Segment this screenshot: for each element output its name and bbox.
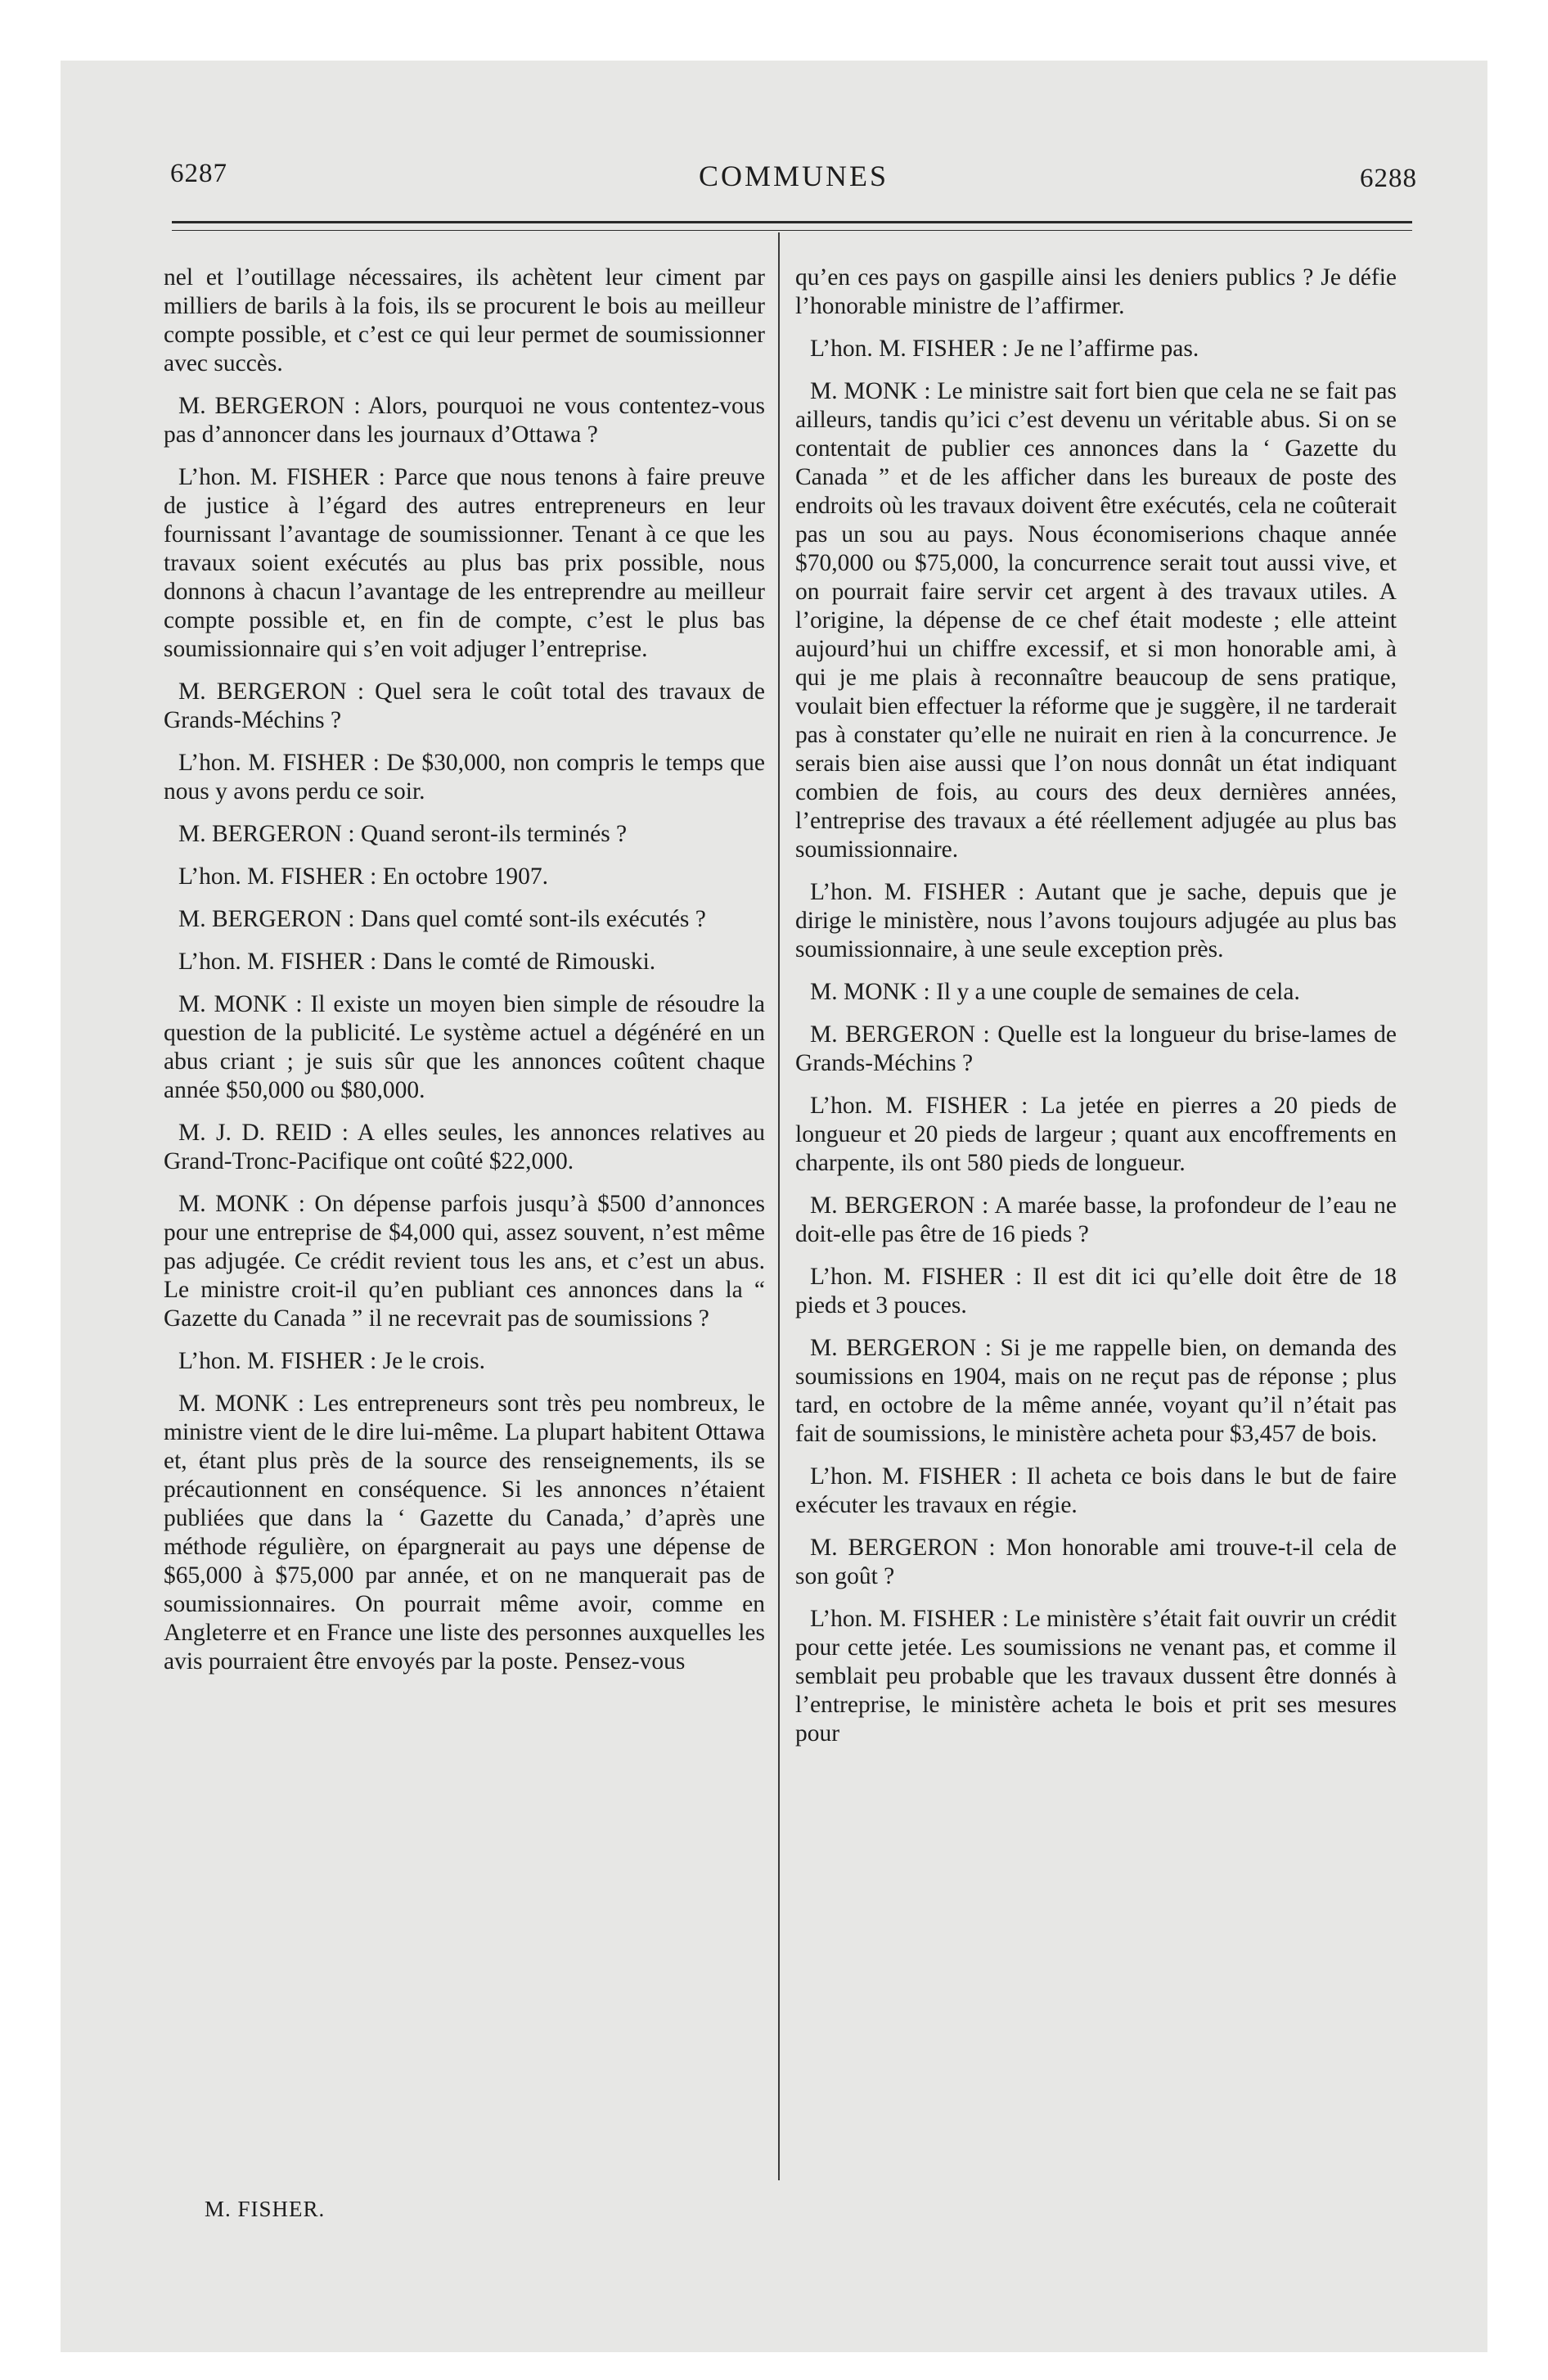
paragraph: M. BERGERON : Quelle est la longueur du brise-lames de Grands-Méchins ? (795, 1021, 1397, 1076)
header-rule (172, 221, 1412, 223)
page-header (170, 159, 1417, 200)
paragraph: L’hon. M. FISHER : Autant que je sache, depuis que je dirige le ministère, nous l’avons toujours adjugée au plus bas soumissionnaire, à une seule exception près. (795, 879, 1397, 962)
column-divider (778, 232, 780, 2180)
left-column (164, 264, 765, 1690)
paragraph: M. MONK : Le ministre sait fort bien que cela ne se fait pas ailleurs, tandis qu’ici c’est devenu un véritable abus. Si on se contentait de publier ces annonces dans la ‘ Gazette du Canada ” et de les afficher dans les bureaux de poste des endroits où les travaux doivent être exécutés, cela ne coûterait pas un sou au pays. Nous économiserions chaque année $70,000 ou $75,000, la concurrence serait tout aussi vive, et on pourrait faire servir cet argent à des travaux utiles. A l’origine, la dépense de ce chef était modeste ; elle atteint aujourd’hui un chiffre excessif, et si mon honorable ami, à qui je me plais à reconnaître beaucoup de sens pratique, voulait bien effectuer la réforme que je suggère, il ne tarderait pas à constater qu’elle ne nuirait en rien à la concurrence. Je serais bien aise aussi que l’on nous donnât un état indiquant combien de fois, au cours des deux dernières années, l’entreprise des travaux a été réellement adjugée au plus bas soumissionnaire. (795, 378, 1397, 863)
paragraph: qu’en ces pays on gaspille ainsi les deniers publics ? Je défie l’honorable ministre de l’affirmer. (795, 264, 1397, 319)
paragraph: L’hon. M. FISHER : Le ministère s’était fait ouvrir un crédit pour cette jetée. Les soumissions ne venant pas, et comme il semblait peu probable que les travaux dussent être donnés à l’entreprise, le ministère acheta le bois et prit ses mesures pour (795, 1606, 1397, 1747)
paragraph: M. BERGERON : A marée basse, la profondeur de l’eau ne doit-elle pas être de 16 pieds ? (795, 1192, 1397, 1247)
paragraph: M. MONK : Il existe un moyen bien simple de résoudre la question de la publicité. Le système actuel a dégénéré en un abus criant ; je suis sûr que les annonces coûtent chaque année $50,000 ou $80,000. (164, 991, 765, 1103)
catchword: M. FISHER. (205, 2197, 326, 2221)
paragraph: M. BERGERON : Si je me rappelle bien, on demanda des soumissions en 1904, mais on ne reçut pas de réponse ; plus tard, en octobre de la même année, voyant qu’il n’était pas fait de soumissions, le ministère acheta pour $3,457 de bois. (795, 1335, 1397, 1447)
paragraph: M. BERGERON : Quel sera le coût total des travaux de Grands-Méchins ? (164, 678, 765, 733)
running-title: COMMUNES (698, 160, 889, 192)
header-rule-thin (172, 230, 1412, 231)
left-page-number: 6287 (170, 159, 227, 188)
paragraph: M. BERGERON : Quand seront-ils terminés ? (178, 821, 628, 847)
paragraph: L’hon. M. FISHER : Parce que nous tenons à faire preuve de justice à l’égard des autres entrepreneurs en leur fournissant l’avantage de soumissionner. Tenant à ce que les travaux soient exécutés au plus bas prix possible, nous donnons à chacun l’avantage de les entreprendre au meilleur compte possible et, en fin de compte, c’est le plus bas soumissionnaire qui s’en voit adjuger l’entreprise. (164, 464, 765, 662)
paragraph: M. MONK : Les entrepreneurs sont très peu nombreux, le ministre vient de le dire lui-même. La plupart habitent Ottawa et, étant plus près de la source des renseignements, ils se précautionnent en conséquence. Si les annonces n’étaient publiées que dans la ‘ Gazette du Canada,’ d’après une méthode régulière, on épargnerait au pays une dépense de $65,000 à $75,000 par année, et on ne manquerait pas de soumissionnaires. On pourrait même avoir, comme en Angleterre et en France une liste des personnes auxquelles les avis pourraient être envoyés par la poste. Pensez-vous (164, 1391, 765, 1675)
paragraph: M. BERGERON : Dans quel comté sont-ils exécutés ? (178, 906, 706, 932)
paragraph: L’hon. M. FISHER : Dans le comté de Rimouski. (178, 949, 656, 975)
paragraph: M. BERGERON : Alors, pourquoi ne vous contentez-vous pas d’annoncer dans les journaux d’Ottawa ? (164, 393, 765, 448)
paragraph: M. BERGERON : Mon honorable ami trouve-t-il cela de son goût ? (795, 1535, 1397, 1589)
paragraph: L’hon. M. FISHER : En octobre 1907. (178, 863, 549, 890)
paragraph: L’hon. M. FISHER : Il est dit ici qu’elle doit être de 18 pieds et 3 pouces. (795, 1264, 1397, 1318)
paragraph: M. J. D. REID : A elles seules, les annonces relatives au Grand-Tronc-Pacifique ont coûté $22,000. (164, 1120, 765, 1174)
paragraph: L’hon. M. FISHER : Je le crois. (178, 1348, 486, 1374)
paragraph: M. MONK : Il y a une couple de semaines de cela. (810, 979, 1300, 1005)
right-column (795, 264, 1397, 1762)
paragraph: L’hon. M. FISHER : La jetée en pierres a 20 pieds de longueur et 20 pieds de largeur ; quant aux encoffrements en charpente, ils ont 580 pieds de longueur. (795, 1093, 1397, 1176)
right-page-number: 6288 (1360, 164, 1417, 193)
paragraph: M. MONK : On dépense parfois jusqu’à $500 d’annonces pour une entreprise de $4,000 qui, assez souvent, n’est même pas adjugée. Ce crédit revient tous les ans, et c’est un abus. Le ministre croit-il qu’en publiant ces annonces dans la “ Gazette du Canada ” il ne recevrait pas de soumissions ? (164, 1191, 765, 1332)
paragraph: nel et l’outillage nécessaires, ils achètent leur ciment par milliers de barils à la fois, ils se procurent le bois au meilleur compte possible, et c’est ce qui leur permet de soumissionner avec succès. (164, 264, 765, 376)
paragraph: L’hon. M. FISHER : Il acheta ce bois dans le but de faire exécuter les travaux en régie. (795, 1463, 1397, 1518)
paragraph: L’hon. M. FISHER : Je ne l’affirme pas. (810, 336, 1199, 362)
paragraph: L’hon. M. FISHER : De $30,000, non compris le temps que nous y avons perdu ce soir. (164, 750, 765, 805)
